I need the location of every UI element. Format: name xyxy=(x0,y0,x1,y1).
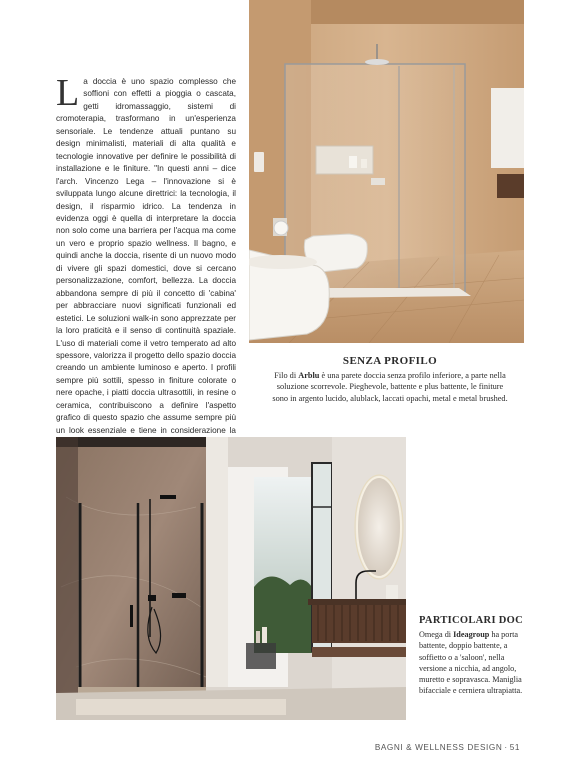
footer-section: BAGNI & WELLNESS DESIGN xyxy=(374,743,503,752)
caption-text: Omega di xyxy=(419,630,454,639)
page-footer xyxy=(375,743,520,752)
caption-senza-profilo xyxy=(272,355,508,404)
caption-text: ha porta battente, doppio battente, a soffietto o a 'saloon', nella versione a nicchia, ad angolo, muretto e sopravasca. Maniglia bifacciale e cerniera ultrapiatta. xyxy=(419,630,523,696)
caption-text: è una parete doccia senza profilo inferiore, a parte nella soluzione scorrevole. Pieghevole, battente e plus battente, le finiture sono in argento lucido, alublack, laccati opachi, metal e metal brushed. xyxy=(272,371,508,403)
caption-text: Filo di xyxy=(274,371,299,380)
bathroom-photo xyxy=(56,437,406,720)
caption-title: SENZA PROFILO xyxy=(342,355,438,367)
footer-separator: · xyxy=(504,743,508,752)
article-body xyxy=(56,72,236,475)
caption-brand: Arblu xyxy=(298,371,320,380)
page-number: 51 xyxy=(509,743,520,752)
caption-brand: Ideagroup xyxy=(453,630,490,639)
shower-photo-illustration xyxy=(249,0,524,343)
bathroom-photo-illustration xyxy=(56,437,406,720)
caption-body xyxy=(419,629,529,697)
shower-photo xyxy=(249,0,524,343)
caption-title: PARTICOLARI DOC xyxy=(419,615,523,626)
caption-particolari-doc xyxy=(419,615,529,697)
drop-cap: L xyxy=(56,72,80,114)
caption-body xyxy=(272,370,508,404)
article-text: a doccia è uno spazio complesso che soffioni con effetti a pioggia o cascata, getti idromassaggio, sistemi di cromoterapia, trasformano in un'esperienza sensoriale. Le tendenze attuali puntano su design minimalisti, materiali di alta qualità e tecnologie innovative per definire le possibilità di installazione e le finiture. "In questi anni – dice l'arch. Vincenzo Lega – l'innovazione si è sviluppata lungo alcune direttrici: la tecnologia, il design, il risparmio idrico. La tendenza in evidenza oggi è quella di interpretare la doccia non solo come una barriera per l'acqua ma come un vero e proprio spazio wellness. Il bagno, e quindi anche la doccia, risente di un nuovo modo di vivere gli spazi domestici, dove si cercano personalizzazione, comfort, bellezza. La doccia abbandona sempre di più il concetto di 'cabina' per abbracciare nuovi significati funzionali ed estetici. Le soluzioni walk-in sono apprezzate per la loro praticità e il senso di continuità spaziale. L'uso di materiali come il vetro temperato ad alto spessore, valorizza il progetto dello spazio doccia creando un ambiente luminoso e aperto. I profili sempre più sottili, spesso in finiture colorate o nere opache, i piatti doccia ultrasottili, in resine o ceramica, contribuiscono a definire l'aspetto grafico di questo spazio che assume sempre più un look essenziale e tiene in considerazione la xyxy=(56,77,236,435)
